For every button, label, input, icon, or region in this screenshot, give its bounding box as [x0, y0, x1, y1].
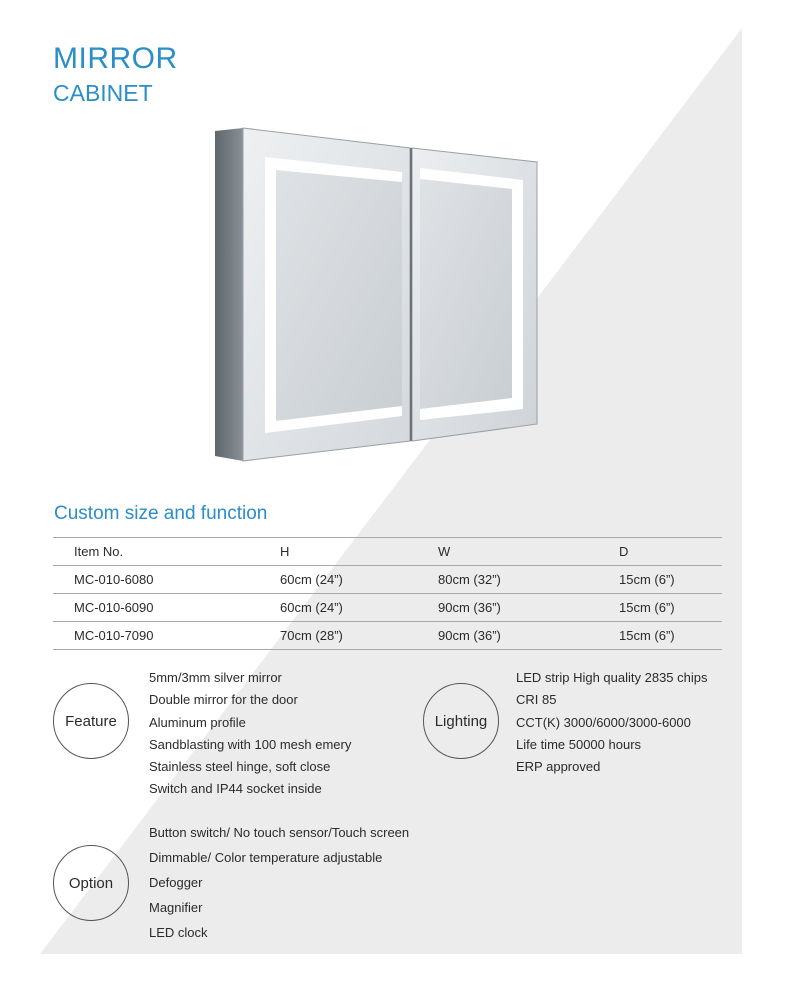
list-item: CCT(K) 3000/6000/3000-6000: [516, 714, 691, 730]
table-row: [53, 622, 722, 650]
option-label: Option: [68, 874, 114, 892]
page-subtitle: CABINET: [53, 80, 153, 106]
table-cell: 60cm (24”): [280, 594, 438, 622]
table-cell: 90cm (36”): [438, 622, 619, 650]
table-cell: 15cm (6”): [619, 594, 722, 622]
lighting-label: Lighting: [434, 712, 488, 730]
feature-badge: [53, 683, 129, 759]
option-badge: [53, 845, 129, 921]
table-row: [53, 594, 722, 622]
list-item: LED clock: [149, 925, 208, 940]
table-row: [53, 566, 722, 594]
left-mirror-surface: [276, 170, 402, 421]
section-title: Custom size and function: [54, 503, 268, 524]
list-item: 5mm/3mm silver mirror: [149, 670, 282, 685]
list-item: Aluminum profile: [149, 714, 246, 730]
lighting-list: [516, 667, 708, 778]
table-cell: 15cm (6”): [619, 622, 722, 650]
table-header-row: [53, 538, 722, 566]
table-cell: MC-010-6090: [53, 594, 280, 622]
table-cell: 80cm (32”): [438, 566, 619, 594]
lighting-badge: [423, 683, 499, 759]
column-header: W: [438, 538, 619, 566]
list-item: Button switch/ No touch sensor/Touch screen: [149, 825, 410, 840]
list-item: Double mirror for the door: [149, 692, 298, 708]
table-cell: 15cm (6”): [619, 566, 722, 594]
list-item: Defogger: [149, 875, 203, 890]
table-cell: MC-010-6080: [53, 566, 280, 594]
cabinet-side: [215, 128, 243, 461]
feature-label: Feature: [65, 712, 117, 730]
list-item: LED strip High quality 2835 chips: [516, 670, 708, 685]
list-item: Dimmable/ Color temperature adjustable: [149, 850, 383, 865]
list-item: Life time 50000 hours: [516, 736, 642, 752]
column-header: Item No.: [53, 538, 280, 566]
list-item: Sandblasting with 100 mesh emery: [149, 736, 352, 752]
option-list: [149, 820, 409, 945]
list-item: CRI 85: [516, 692, 557, 708]
column-header: D: [619, 538, 722, 566]
table-cell: MC-010-7090: [53, 622, 280, 650]
list-item: Stainless steel hinge, soft close: [149, 759, 331, 775]
page-title: MIRROR: [53, 42, 178, 75]
size-table: [53, 537, 722, 650]
feature-list: [149, 667, 351, 801]
list-item: Switch and IP44 socket inside: [149, 781, 322, 797]
table-cell: 60cm (24”): [280, 566, 438, 594]
table-cell: 90cm (36”): [438, 594, 619, 622]
mirror-cabinet-image: [210, 126, 545, 471]
table-cell: 70cm (28”): [280, 622, 438, 650]
column-header: H: [280, 538, 438, 566]
right-mirror-surface: [420, 179, 512, 409]
list-item: Magnifier: [149, 900, 203, 915]
list-item: ERP approved: [516, 759, 601, 775]
